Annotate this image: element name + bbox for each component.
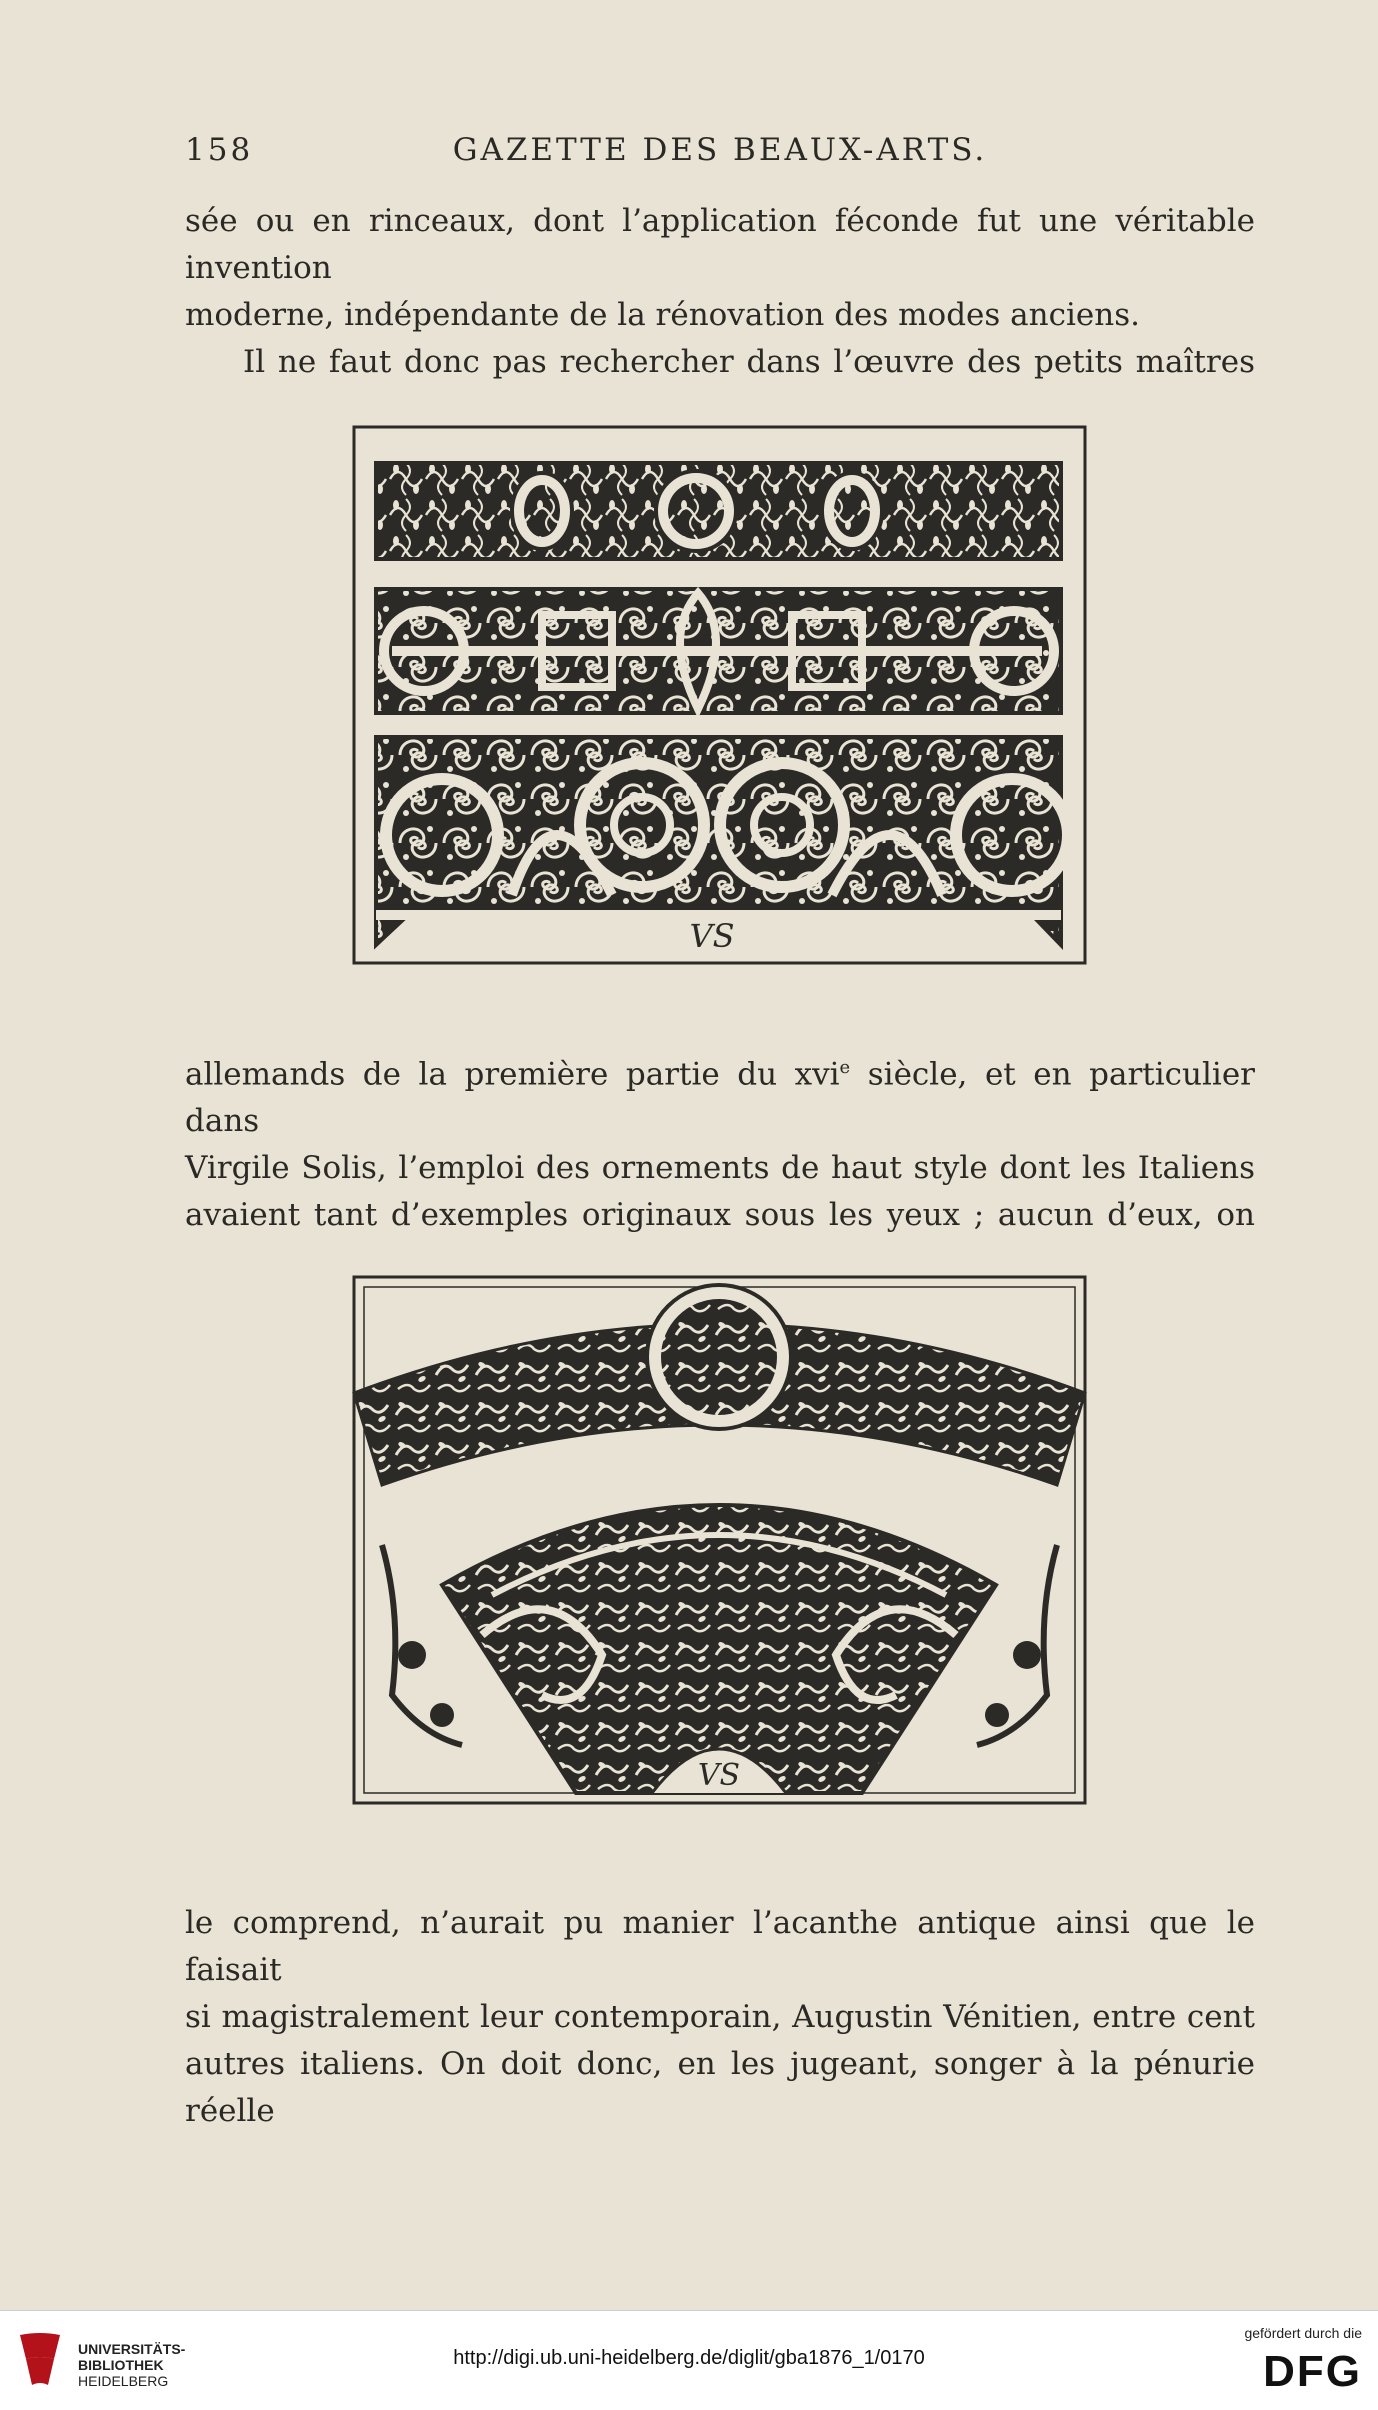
- text-line: sée ou en rinceaux, dont l’application féconde fut une véritable invention: [185, 203, 1255, 286]
- text-line: Virgile Solis, l’emploi des ornements de haut style dont les Italiens: [185, 1150, 1255, 1187]
- running-title: GAZETTE DES BEAUX-ARTS.: [452, 132, 988, 168]
- text-line: avaient tant d’exemples originaux sous les yeux ; aucun d’eux, on: [185, 1197, 1255, 1234]
- ornament-friezes-figure: [352, 425, 1087, 965]
- text-line: autres italiens. On doit donc, en les jugeant, songer à la pénurie réelle: [185, 2046, 1255, 2129]
- dfg-logo[interactable]: DFG: [1263, 2347, 1362, 2396]
- text-line: Il ne faut donc pas rechercher dans l’œuvre des petits maîtres: [243, 344, 1255, 380]
- text-block-bottom: [185, 1900, 1255, 2135]
- monogram: VS: [689, 917, 735, 955]
- text-line: si magistralement leur contemporain, Augustin Vénitien, entre cent: [185, 1999, 1255, 2035]
- text-block-top: [185, 198, 1255, 386]
- text-line: moderne, indépendante de la rénovation des modes anciens.: [185, 297, 1140, 333]
- permalink-url[interactable]: http://digi.ub.uni-heidelberg.de/diglit/gba1876_1/0170: [453, 2347, 925, 2369]
- text-line: allemands de la première partie du xvi$^e$ siècle, et en particulier dans: [185, 1056, 1255, 1140]
- library-name[interactable]: UNIVERSITÄTS- BIBLIOTHEK HEIDELBERG: [78, 2341, 186, 2389]
- page-number: 158: [185, 132, 254, 168]
- text-line: le comprend, n’aurait pu manier l’acanthe antique ainsi que le faisait: [185, 1905, 1255, 1988]
- running-header: [185, 132, 1255, 182]
- monogram: VS: [697, 1758, 741, 1793]
- text-block-middle: [185, 1044, 1255, 1239]
- fan-ornament-figure: [352, 1275, 1087, 1805]
- sponsor-note: gefördert durch die: [1244, 2325, 1362, 2341]
- viewer-footer: [0, 2310, 1378, 2410]
